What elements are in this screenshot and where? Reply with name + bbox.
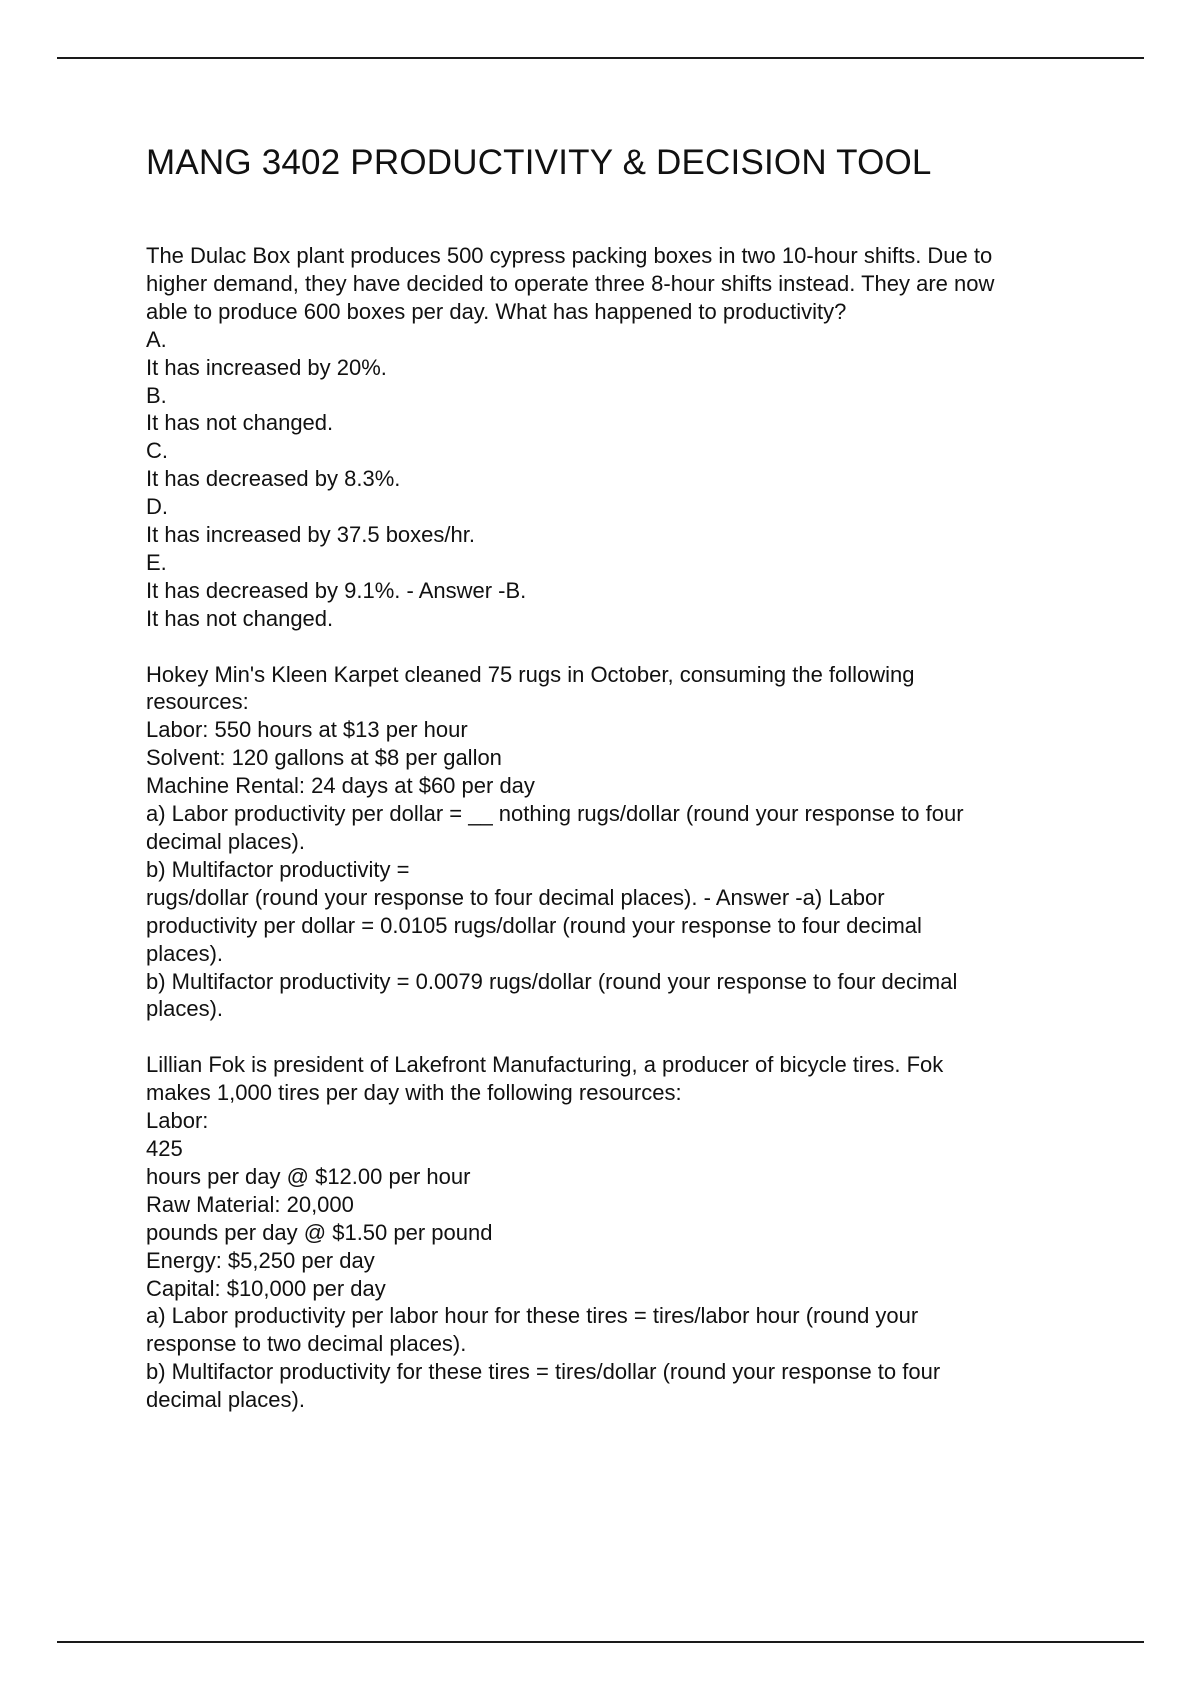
text-line: B. — [146, 382, 167, 408]
text-line: hours per day @ $12.00 per hour — [146, 1163, 471, 1189]
text-line: Solvent: 120 gallons at $8 per gallon — [146, 745, 502, 771]
text-line: places). — [146, 940, 224, 966]
text-line: Capital: $10,000 per day — [146, 1275, 386, 1301]
text-line: Lillian Fok is president of Lakefront Manufacturing, a producer of bicycle tires. Fok — [146, 1052, 944, 1078]
text-line: pounds per day @ $1.50 per pound — [146, 1219, 493, 1245]
text-line: C. — [146, 438, 168, 464]
text-line: rugs/dollar (round your response to four decimal places). - Answer -a) Labor — [146, 884, 885, 910]
text-line: Labor: 550 hours at $13 per hour — [146, 717, 468, 743]
text-line: decimal places). — [146, 1387, 305, 1413]
text-line: Hokey Min's Kleen Karpet cleaned 75 rugs in October, consuming the following — [146, 661, 915, 687]
text-line: Labor: — [146, 1108, 209, 1134]
text-line: The Dulac Box plant produces 500 cypress packing boxes in two 10-hour shifts. Due to — [146, 243, 993, 268]
text-line: b) Multifactor productivity = — [146, 856, 410, 882]
header-rule — [57, 57, 1144, 59]
text-line: makes 1,000 tires per day with the following resources: — [146, 1080, 682, 1106]
text-line: productivity per dollar = 0.0105 rugs/dollar (round your response to four decimal — [146, 912, 922, 938]
question-block — [146, 661, 1106, 1024]
text-line: higher demand, they have decided to operate three 8-hour shifts instead. They are now — [146, 270, 995, 296]
text-line: Machine Rental: 24 days at $60 per day — [146, 773, 535, 799]
text-line: able to produce 600 boxes per day. What has happened to productivity? — [146, 298, 847, 324]
text-line: It has decreased by 9.1%. - Answer -B. — [146, 577, 527, 603]
text-line: It has decreased by 8.3%. — [146, 466, 401, 492]
text-line: A. — [146, 326, 167, 352]
text-line: decimal places). — [146, 829, 305, 855]
text-line: response to two decimal places). — [146, 1331, 467, 1357]
text-line: D. — [146, 494, 168, 520]
page-title: MANG 3402 PRODUCTIVITY & DECISION TOOL — [146, 143, 932, 182]
text-line: a) Labor productivity per labor hour for these tires = tires/labor hour (round your — [146, 1303, 919, 1329]
text-line: b) Multifactor productivity for these tires = tires/dollar (round your response to four — [146, 1359, 941, 1385]
text-line: Raw Material: 20,000 — [146, 1191, 354, 1217]
text-line: places). — [146, 996, 224, 1022]
footer-rule — [57, 1641, 1144, 1643]
text-line: a) Labor productivity per dollar = __ nothing rugs/dollar (round your response to four — [146, 801, 964, 827]
text-line: It has increased by 37.5 boxes/hr. — [146, 522, 475, 548]
text-line: Energy: $5,250 per day — [146, 1247, 375, 1273]
text-line: 425 — [146, 1135, 183, 1161]
document-body — [146, 242, 1106, 1414]
text-line: resources: — [146, 689, 249, 715]
text-line: E. — [146, 549, 167, 575]
text-line: It has increased by 20%. — [146, 354, 387, 380]
text-line: It has not changed. — [146, 410, 334, 436]
question-block — [146, 1051, 1106, 1414]
question-block — [146, 242, 1106, 633]
text-line: b) Multifactor productivity = 0.0079 rugs/dollar (round your response to four decimal — [146, 968, 958, 994]
text-line: It has not changed. — [146, 605, 334, 631]
